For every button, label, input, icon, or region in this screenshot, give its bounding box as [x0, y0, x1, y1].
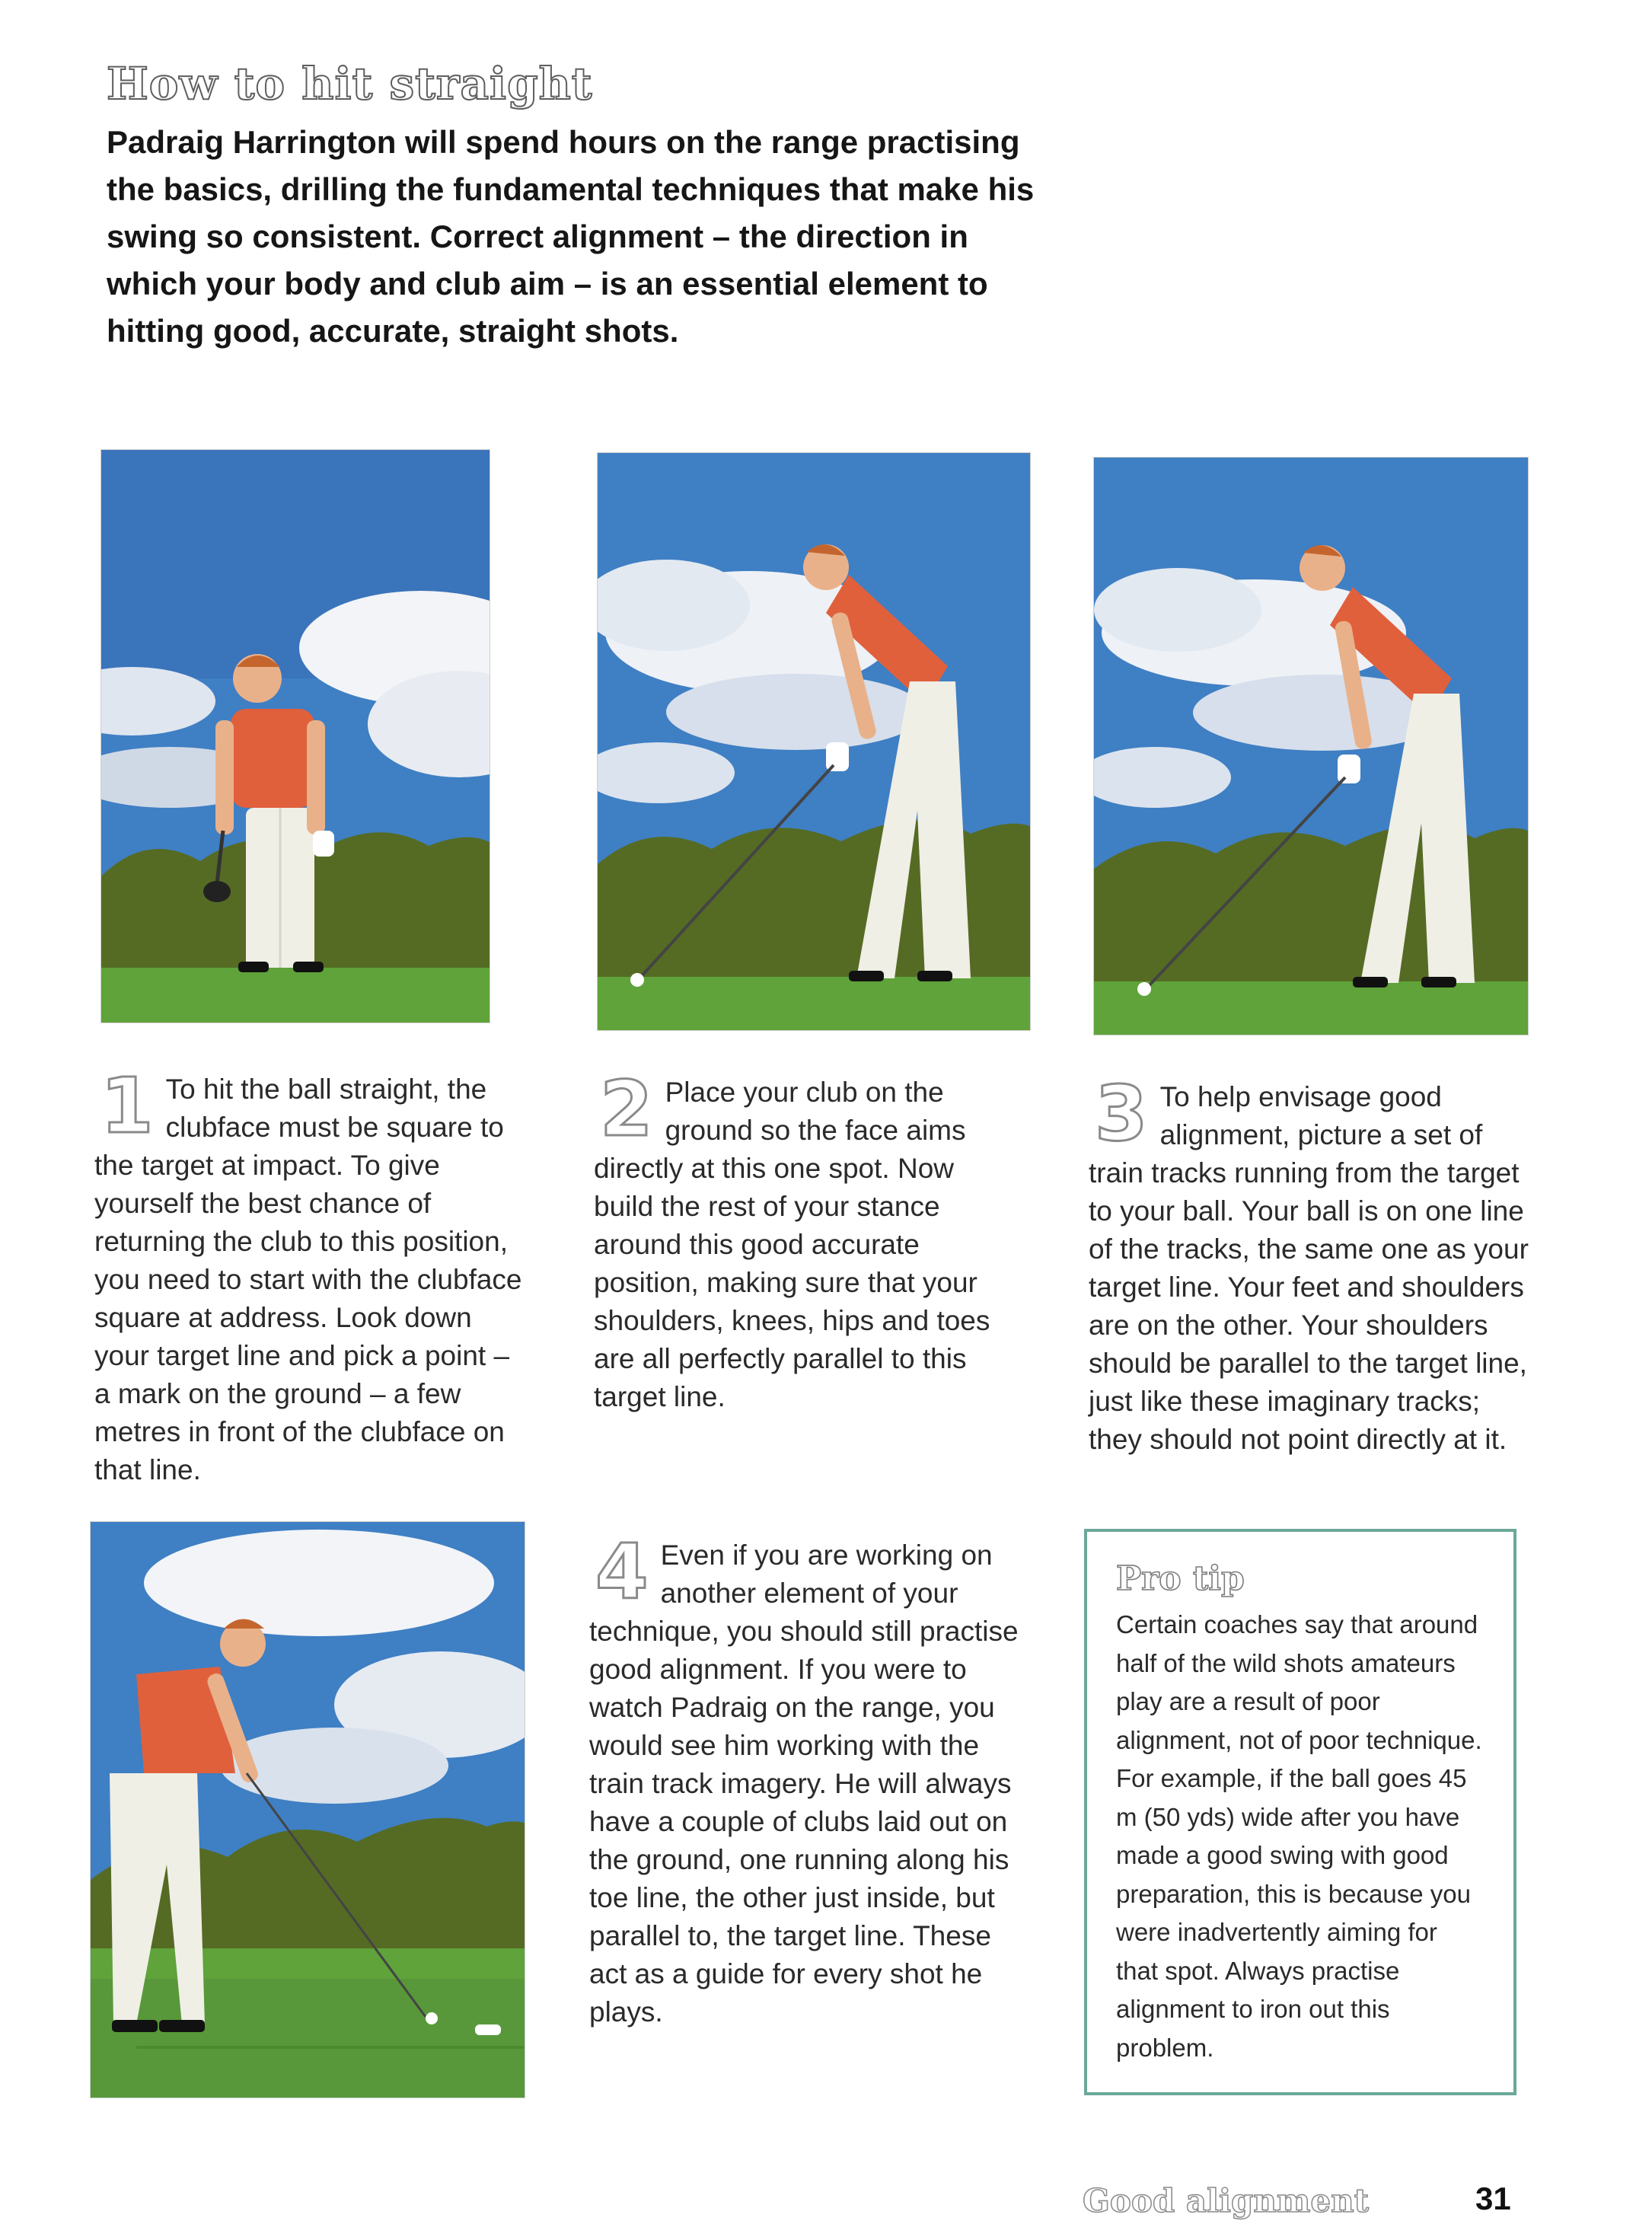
- step-3-text: To help envisage good alignment, picture a set of train tracks running from the target to your ball. Your ball is on one line of the tracks, the same one as your target line. Your feet and shoulders are on the other. Your shoulders should be parallel to the target line, just like these imaginary tracks; they should not point directly at it.: [1089, 1081, 1529, 1455]
- photo-step-3: [1093, 457, 1529, 1035]
- step-3-number: 3: [1095, 1069, 1148, 1158]
- page-heading: How to hit straight: [107, 58, 593, 110]
- step-3: [1089, 1069, 1530, 1459]
- photo-step-2: [597, 452, 1031, 1031]
- step-1-number: 1: [100, 1061, 154, 1150]
- step-4-number: 4: [595, 1527, 649, 1616]
- page-number: 31: [1475, 2181, 1511, 2216]
- pro-tip-title: Pro tip: [1116, 1559, 1245, 1598]
- step-1-text: To hit the ball straight, the clubface must be square to the target at impact. To give yourself the best chance of returning the club to this position, you need to start with the clubface square at address. Look down your target line and pick a point – a mark on the ground – a few metres in front of the clubface on that line.: [94, 1074, 522, 1485]
- step-4-text: Even if you are working on another element of your technique, you should still practise good alignment. If you were to watch Padraig on the range, you would see him working with the train track imagery. He will always have a couple of clubs laid out on the ground, one running along his toe line, the other just inside, but parallel to, the target line. These act as a guide for every shot he plays.: [589, 1539, 1019, 2028]
- photo-step-4: [90, 1521, 525, 2098]
- step-2-text: Place your club on the ground so the face aims directly at this one spot. Now build the rest of your stance around this good accurate position, making sure that your shoulders, knees, hips and toes are all perfectly parallel to this target line.: [594, 1077, 990, 1412]
- section-footer-label: Good alignment: [1083, 2182, 1370, 2219]
- step-2-number: 2: [600, 1064, 653, 1153]
- step-2: [594, 1064, 1020, 1416]
- pro-tip-text: Certain coaches say that around half of the wild shots amateurs play are a result of poor alignment, not of poor technique. For example, if the ball goes 45 m (50 yds) wide after you have made a good swing with good preparation, this is because you were inadvertently aiming for that spot. Always practise alignment to iron out this problem.: [1116, 1610, 1482, 2062]
- step-1: [94, 1061, 528, 1489]
- step-4: [589, 1527, 1023, 2031]
- pro-tip-box: [1084, 1529, 1516, 2095]
- intro-paragraph: Padraig Harrington will spend hours on the range practising the basics, drilling the fundamental techniques that make his swing so consistent. Correct alignment – the direction in which your body and club aim – is an essential element to hitting good, accurate, straight shots.: [107, 124, 1035, 349]
- photo-step-1: [100, 449, 490, 1023]
